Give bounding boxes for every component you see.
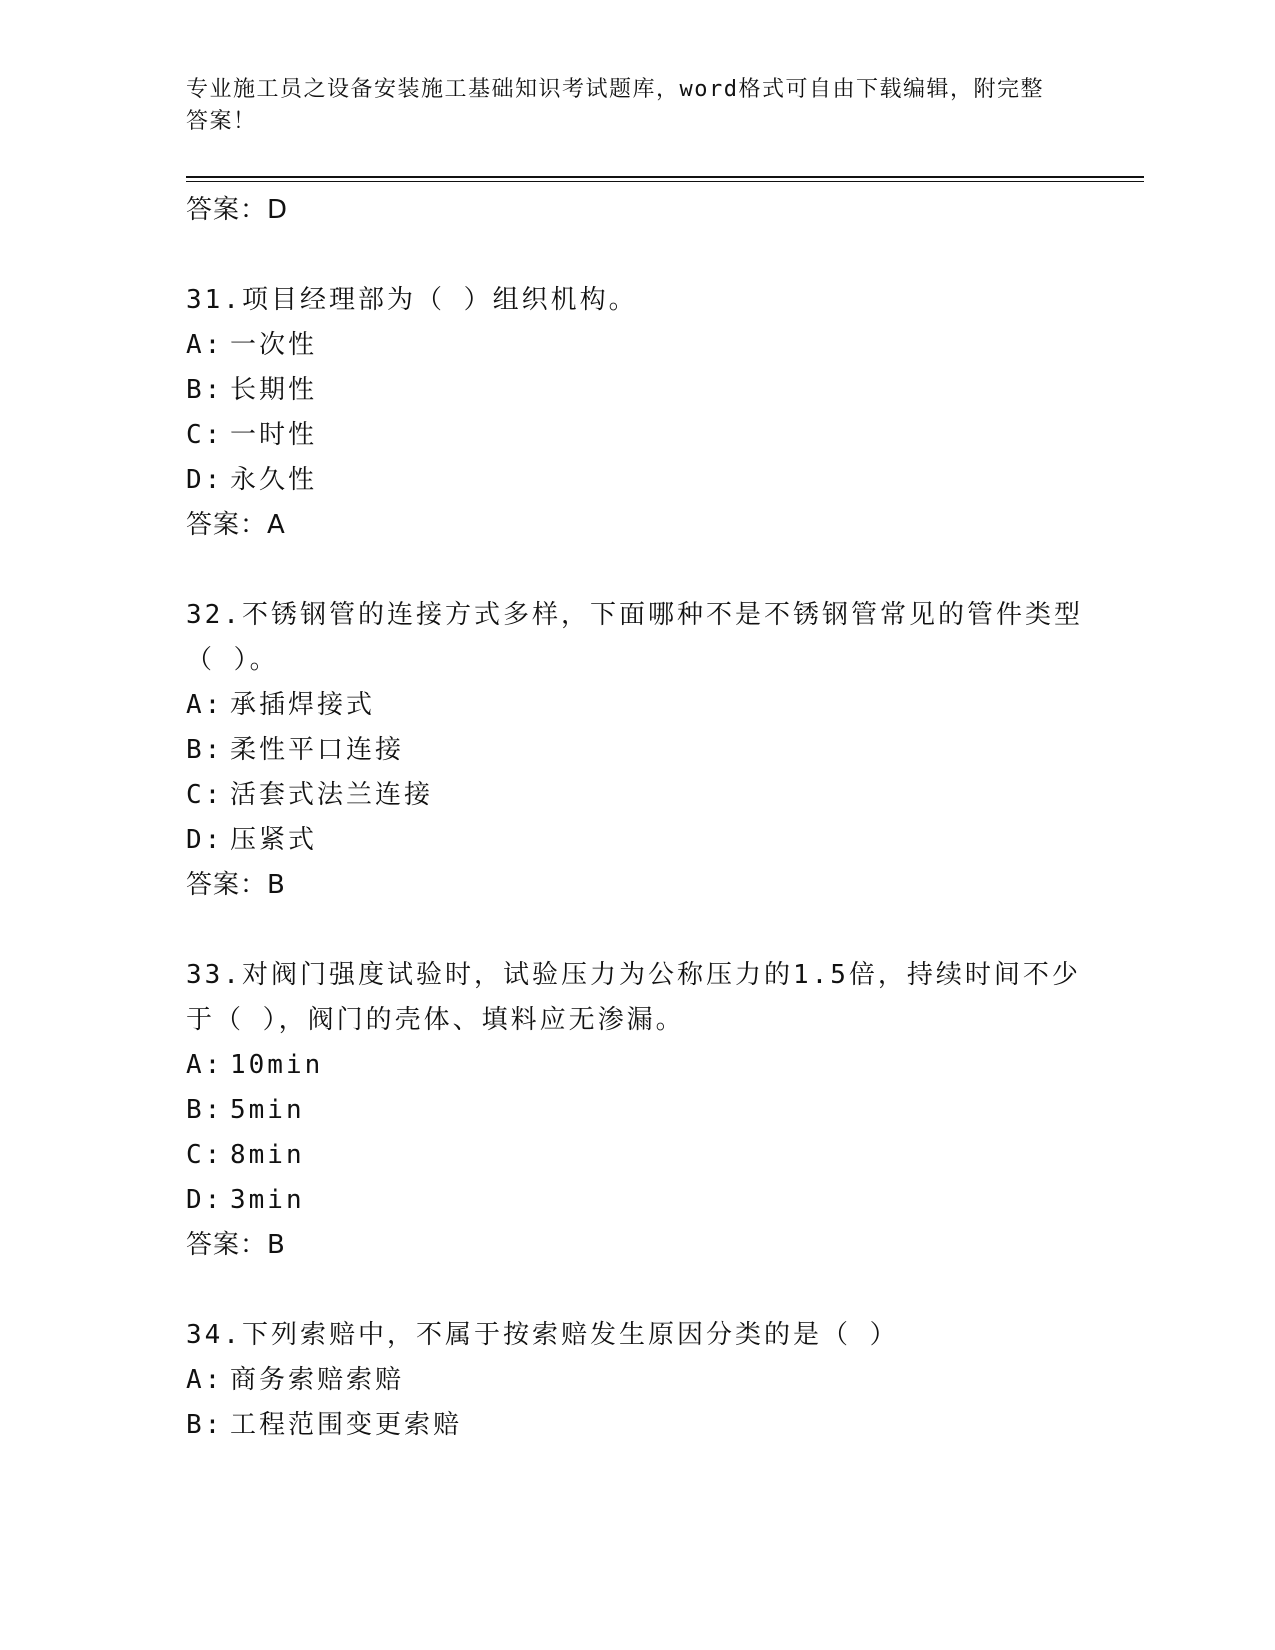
option-key: D: <box>186 465 224 495</box>
option-c <box>186 413 1086 458</box>
answer-line: 答案：B <box>186 1230 286 1260</box>
option-key: C: <box>186 1140 224 1170</box>
option-a <box>186 323 1086 368</box>
document-header: 专业施工员之设备安装施工基础知识考试题库，word格式可自由下载编辑，附完整答案！ <box>186 77 1044 134</box>
option-text: 3min <box>230 1185 305 1215</box>
option-key: A: <box>186 1365 224 1395</box>
option-key: D: <box>186 1185 224 1215</box>
question-block <box>186 278 1086 547</box>
option-key: A: <box>186 1050 224 1080</box>
question-block <box>186 953 1086 1267</box>
option-key: A: <box>186 330 224 360</box>
question-text: 33.对阀门强度试验时，试验压力为公称压力的1.5倍，持续时间不少于（ ），阀门的壳体、填料应无渗漏。 <box>186 960 1081 1035</box>
option-key: B: <box>186 1095 224 1125</box>
option-text: 商务索赔索赔 <box>230 1365 405 1395</box>
question-block <box>186 1313 1086 1448</box>
option-key: C: <box>186 420 224 450</box>
option-text: 5min <box>230 1095 305 1125</box>
option-text: 柔性平口连接 <box>230 735 405 765</box>
option-b <box>186 728 1086 773</box>
option-text: 工程范围变更索赔 <box>230 1410 463 1440</box>
option-text: 承插焊接式 <box>230 690 376 720</box>
option-text: 压紧式 <box>230 825 318 855</box>
option-key: B: <box>186 1410 224 1440</box>
option-d <box>186 818 1086 863</box>
document-body <box>186 188 1086 1448</box>
option-b <box>186 1088 1086 1133</box>
option-text: 活套式法兰连接 <box>230 780 434 810</box>
option-c <box>186 773 1086 818</box>
option-a <box>186 1358 1086 1403</box>
option-text: 一时性 <box>230 420 318 450</box>
option-text: 10min <box>230 1050 324 1080</box>
option-a <box>186 1043 1086 1088</box>
header-divider-thin <box>186 181 1144 182</box>
option-b <box>186 1403 1086 1448</box>
question-block <box>186 593 1086 907</box>
option-a <box>186 683 1086 728</box>
option-d <box>186 1178 1086 1223</box>
option-key: B: <box>186 375 224 405</box>
option-d <box>186 458 1086 503</box>
option-text: 长期性 <box>230 375 318 405</box>
option-text: 永久性 <box>230 465 318 495</box>
option-key: B: <box>186 735 224 765</box>
question-text: 32.不锈钢管的连接方式多样，下面哪种不是不锈钢管常见的管件类型（ ）。 <box>186 600 1083 675</box>
answer-line: 答案：A <box>186 510 286 540</box>
question-text: 34.下列索赔中，不属于按索赔发生原因分类的是（ ） <box>186 1320 899 1350</box>
option-key: A: <box>186 690 224 720</box>
option-text: 一次性 <box>230 330 318 360</box>
option-b <box>186 368 1086 413</box>
question-text: 31.项目经理部为（ ）组织机构。 <box>186 285 638 315</box>
option-key: D: <box>186 825 224 855</box>
option-c <box>186 1133 1086 1178</box>
option-text: 8min <box>230 1140 305 1170</box>
answer-line: 答案：D <box>186 195 289 225</box>
option-key: C: <box>186 780 224 810</box>
header-divider-thick <box>186 176 1144 178</box>
answer-line: 答案：B <box>186 870 286 900</box>
